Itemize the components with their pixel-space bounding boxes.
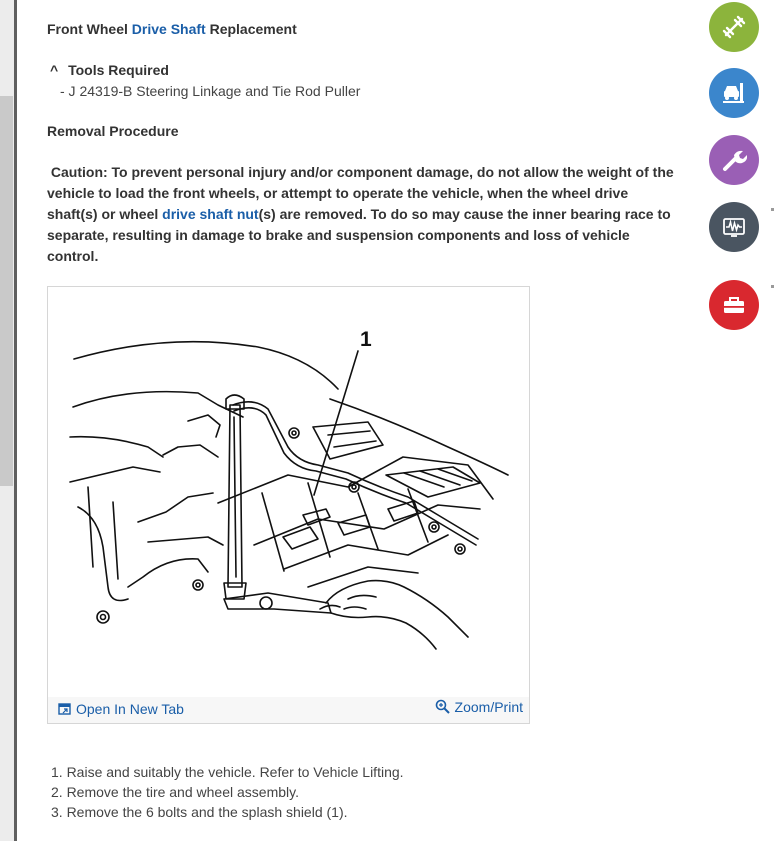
drive-shaft-link[interactable]: Drive Shaft <box>131 21 206 37</box>
tools-required-heading: Tools Required <box>68 62 169 78</box>
step-item: 3. Remove the 6 bolts and the splash shield (1). <box>51 804 348 820</box>
open-in-new-tab-label: Open In New Tab <box>76 701 184 717</box>
toolbox-icon <box>721 292 747 318</box>
figure-toolbar <box>48 697 529 723</box>
caution-part1: Caution: To prevent personal injury and/or component damage, do not allow the weight of the vehicle to load the front wheels, or attempt to operate the vehicle, when the wheel drive shaft(s) or wheel <box>47 164 674 222</box>
title-prefix: Front Wheel <box>47 21 132 37</box>
zoom-print-link[interactable] <box>435 699 523 715</box>
figure-splash-shield <box>47 286 530 724</box>
procedure-steps <box>51 762 404 822</box>
drive-shaft-nut-link[interactable]: drive shaft nut <box>162 206 259 222</box>
step-item: 2. Remove the tire and wheel assembly. <box>51 784 299 800</box>
new-tab-icon <box>58 702 72 716</box>
zoom-icon <box>435 699 451 715</box>
caution-part2: (s) are removed. To do so may cause the inner bearing race to separate, resulting in damage to brake and suspension components and loss of vehicle control. <box>47 206 671 264</box>
splash-shield-illustration <box>48 287 529 697</box>
removal-procedure-heading: Removal Procedure <box>47 123 179 139</box>
tools-required-header[interactable] <box>50 62 169 78</box>
left-border <box>14 0 17 841</box>
vehicle-lift-button[interactable] <box>709 68 759 118</box>
title-suffix: Replacement <box>205 21 297 37</box>
vehicle-lift-icon <box>721 80 747 106</box>
page-title <box>47 21 297 37</box>
wrench-icon <box>721 147 747 173</box>
scrollbar-thumb[interactable] <box>0 96 13 486</box>
zoom-print-label: Zoom/Print <box>454 699 523 715</box>
connector-button[interactable] <box>709 2 759 52</box>
step-item: 1. Raise and suitably the vehicle. Refer to Vehicle Lifting. <box>51 764 404 780</box>
caution-text <box>47 162 677 267</box>
toolbox-button[interactable] <box>709 280 759 330</box>
connector-icon <box>721 14 747 40</box>
open-in-new-tab-link[interactable] <box>58 701 184 717</box>
callout-label: 1 <box>360 328 372 351</box>
scrollbar-track[interactable] <box>0 0 14 841</box>
wrench-button[interactable] <box>709 135 759 185</box>
tool-item: - J 24319-B Steering Linkage and Tie Rod Puller <box>60 83 361 99</box>
waveform-button[interactable] <box>709 202 759 252</box>
collapse-caret-icon[interactable]: ^ <box>50 62 59 78</box>
waveform-icon <box>721 214 747 240</box>
